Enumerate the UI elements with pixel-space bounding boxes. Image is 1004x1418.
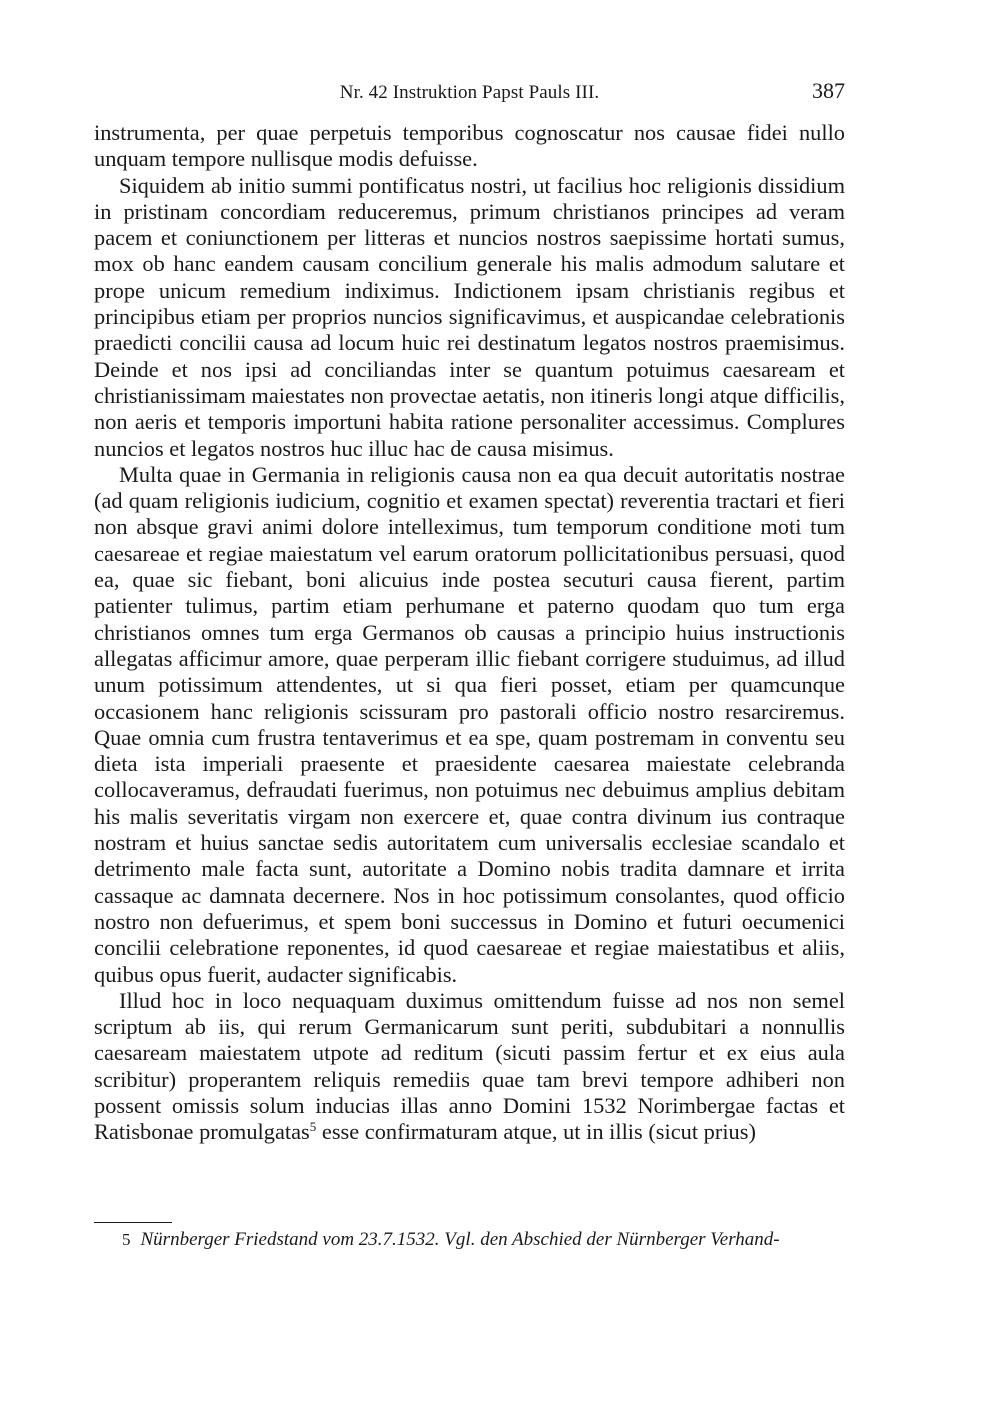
paragraph: Multa quae in Germania in religionis causa non ea qua decuit autoritatis nostrae (ad quam religionis iudicium, cognitio et examen spectat) reverentia tractari et fieri non absque gravi animi dolore intelleximus, tum temporum conditione moti tum caesareae et regiae maiestatum vel earum oratorum pollicitationibus persuasi, quod ea, quae sic fiebant, boni alicuius inde postea secuturi causa fierent, partim patienter tulimus, partim etiam perhumane et paterno quodam quo tum erga christianos omnes tum erga Germanos ob causas a principio huius instructionis allegatas afficimur amore, quae perperam illic fiebant corrigere studuimus, ad illud unum potissimum attendentes, ut si qua fieri posset, etiam per quamcunque occasionem hanc religionis scissuram pro pastorali officio nostro resarciremus. Quae omnia cum frustra tentaverimus et ea spe, quam postremam in conventu seu dieta ista imperiali praesente et praesidente caesarea maiestate celebranda collocaveramus, defraudati fuerimus, non potuimus nec debuimus amplius debitam his malis severitatis virgam non exercere et, quae contra divinum ius contraque nostram et huius sanctae sedis autoritatem cum universalis ecclesiae scandalo et detrimento male facta sunt, autoritate a Domino nobis tradita damnare et irrita cassaque ac damnata decernere. Nos in hoc potissimum consolantes, quod officio nostro non defuerimus, et spem boni successus in Domino et futuri oecumenici concilii celebratione reponentes, id quod caesareae et regiae maiestatibus et aliis, quibus opus fuerit, audacter significabis. — [94, 461, 845, 987]
footnote — [122, 1228, 862, 1252]
paragraph-continuation: esse confirmaturam atque, ut in illis (sicut prius) — [316, 1119, 756, 1145]
paragraph: instrumenta, per quae perpetuis temporibus cognoscatur nos causae fidei nullo unquam tempore nullisque modis defuisse. — [94, 120, 845, 172]
running-title: Nr. 42 Instruktion Papst Pauls III. — [339, 82, 600, 103]
body-text — [94, 120, 845, 1146]
footnote-reference[interactable]: 5 — [309, 1119, 317, 1135]
paragraph — [94, 988, 845, 1146]
page-number: 387 — [812, 78, 845, 103]
paragraph: Siquidem ab initio summi pontificatus nostri, ut facilius hoc religionis dissidium in pristinam concordiam reduceremus, primum christianos principes ad veram pacem et coniunctionem per litteras et nuncios nostros saepissime hortati sumus, mox ob hanc eandem causam concilium generale his malis admodum salutare et prope unicum remedium indiximus. Indictionem ipsam christianis regibus et principibus etiam per proprios nuncios significavimus, et auspicandae celebrationis praedicti concilii causa ad locum huic rei destinatum legatos nostros praemisimus. Deinde et nos ipsi ad conciliandas inter se quantum potuimus caesaream et christianissimam maiestates non provectae aetatis, non itineris longi atque difficilis, non aeris et temporis importuni habita ratione personaliter accessimus. Complures nuncios et legatos nostros huc illuc hac de causa misimus. — [94, 172, 845, 461]
footnote-separator — [94, 1222, 172, 1223]
footnote-number: 5 — [122, 1230, 131, 1249]
page — [94, 78, 845, 1146]
paragraph-text: Illud hoc in loco nequaquam duximus omittendum fuisse ad nos non semel scriptum ab iis, qui rerum Germanicarum sunt periti, subdubitari a nonnullis caesaream maiestatem utpote ad reditum (sicuti passim fertur et ex eius aula scribitur) properantem reliquis remediis quae tam brevi tempore adhiberi non possent omissis solum inducias illas anno Domini 1532 Norimbergae factas et Ratisbonae promulgatas — [94, 987, 845, 1145]
running-header — [94, 78, 845, 108]
footnote-text: Nürnberger Friedstand vom 23.7.1532. Vgl. den Abschied der Nürnberger Verhand- — [140, 1229, 780, 1250]
